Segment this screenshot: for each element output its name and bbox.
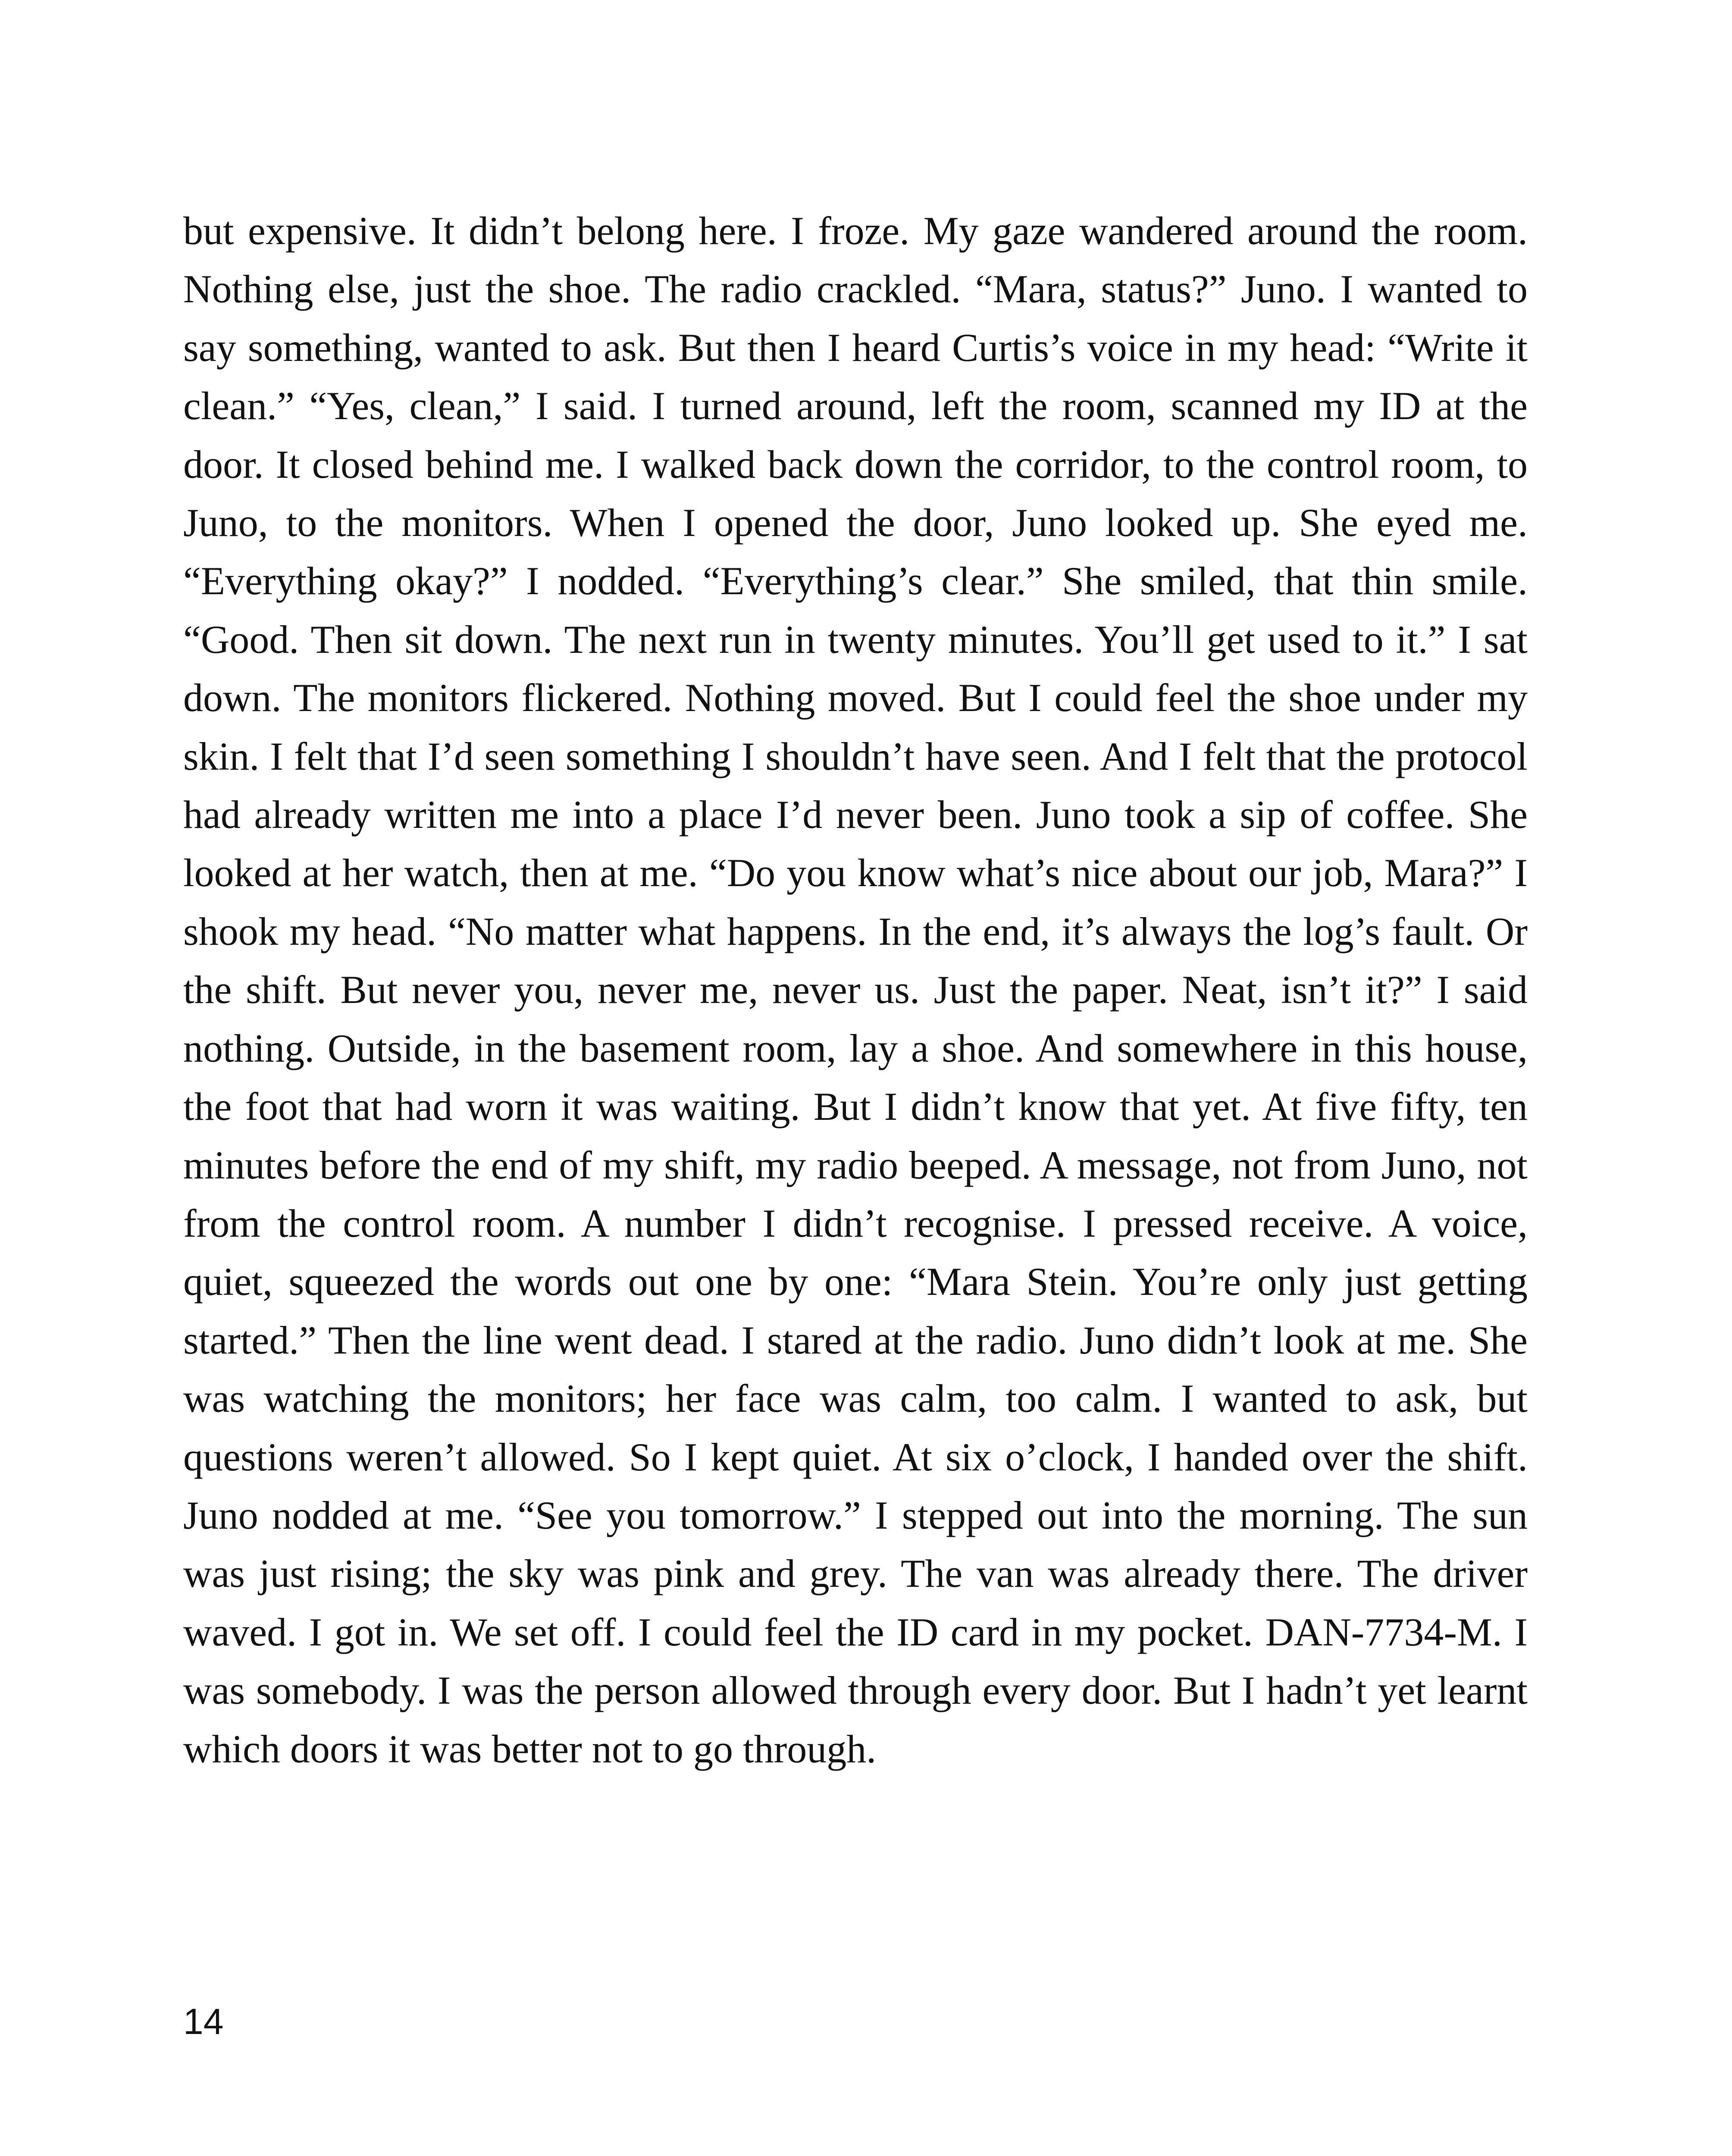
page-number: 14	[183, 2001, 224, 2042]
body-paragraph: but expensive. It didn’t belong here. I froze. My gaze wandered around the room. Nothing else, just the shoe. The radio crackled. “Mara, status?” Juno. I wanted to say something, wanted to ask. But then I heard Curtis’s voice in my head: “Write it clean.” “Yes, clean,” I said. I turned around, left the room, scanned my ID at the door. It closed behind me. I walked back down the corridor, to the control room, to Juno, to the monitors. When I opened the door, Juno looked up. She eyed me. “Everything okay?” I nodded. “Everything’s clear.” She smiled, that thin smile. “Good. Then sit down. The next run in twenty minutes. You’ll get used to it.” I sat down. The monitors flickered. Nothing moved. But I could feel the shoe under my skin. I felt that I’d seen something I shouldn’t have seen. And I felt that the protocol had already written me into a place I’d never been. Juno took a sip of coffee. She looked at her watch, then at me. “Do you know what’s nice about our job, Mara?” I shook my head. “No matter what happens. In the end, it’s always the log’s fault. Or the shift. But never you, never me, never us. Just the paper. Neat, isn’t it?” I said nothing. Outside, in the basement room, lay a shoe. And somewhere in this house, the foot that had worn it was waiting. But I didn’t know that yet. At five fifty, ten minutes before the end of my shift, my radio beeped. A message, not from Juno, not from the control room. A number I didn’t recognise. I pressed receive. A voice, quiet, squeezed the words out one by one: “Mara Stein. You’re only just getting started.” Then the line went dead. I stared at the radio. Juno didn’t look at me. She was watching the monitors; her face was calm, too calm. I wanted to ask, but questions weren’t allowed. So I kept quiet. At six o’clock, I handed over the shift. Juno nodded at me. “See you tomorrow.” I stepped out into the morning. The sun was just rising; the sky was pink and grey. The van was already there. The driver waved. I got in. We set off. I could feel the ID card in my pocket. DAN-7734-M. I was somebody. I was the person allowed through every door. But I hadn’t yet learnt which doors it was better not to go through.	[183, 209, 1528, 1771]
